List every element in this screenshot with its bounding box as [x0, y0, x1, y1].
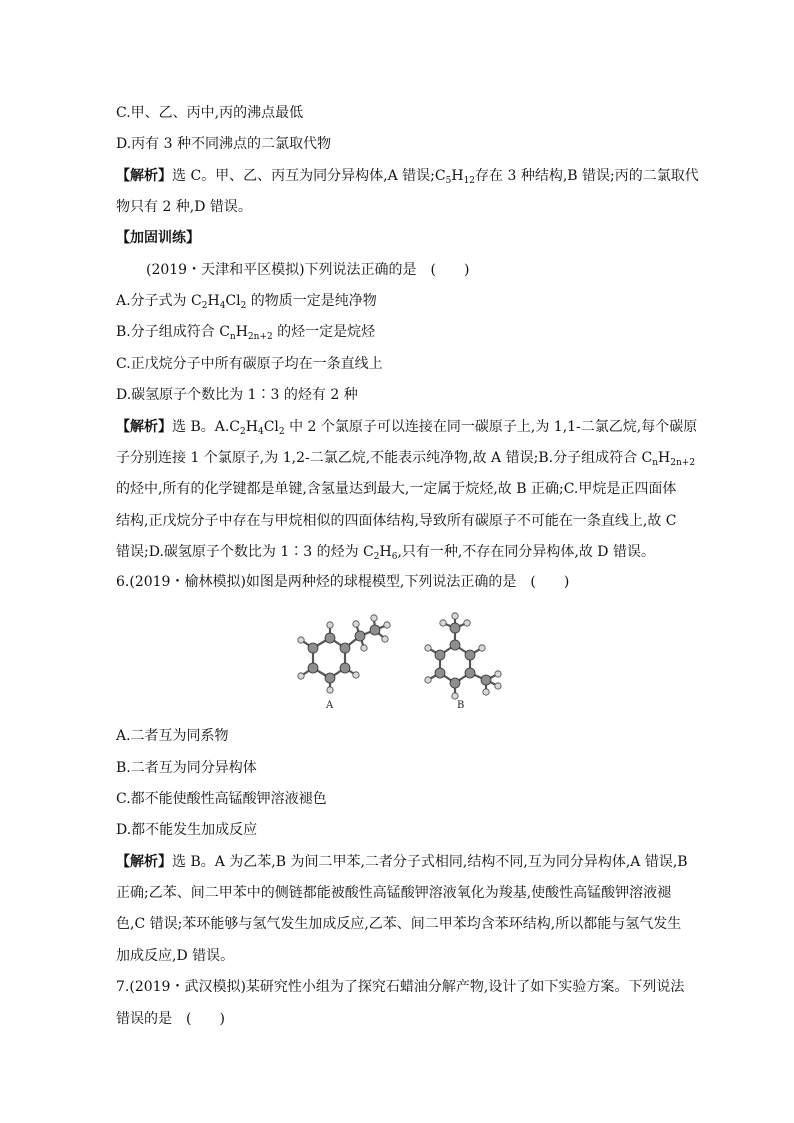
analysis-tag: 【解析】	[116, 168, 172, 184]
analysis-line: 物只有 2 种,D 错误。	[116, 199, 252, 215]
ball-stick-models-figure	[270, 608, 530, 716]
text: 选 B。A 为乙苯,B 为间二甲苯,二者分子式相同,结构不同,互为同分异构体,A 错误,B	[172, 854, 688, 870]
subscript: n	[652, 458, 659, 468]
subscript: 2n+2	[247, 332, 273, 342]
q6-option-b: B.二者互为同分异构体	[116, 760, 257, 776]
analysis-line: 正确;乙苯、间二甲苯中的侧链都能被酸性高锰酸钾溶液氧化为羧基,使酸性高锰酸钾溶液褪	[116, 885, 672, 901]
text: ,只有一种,不存在同分异构体,故 D 错误。	[397, 544, 655, 560]
text: H	[245, 419, 258, 435]
text: H	[451, 168, 464, 184]
option-a	[116, 291, 377, 311]
molecule-a-label: A	[326, 700, 334, 711]
question-stem: (2019・天津和平区模拟)下列说法正确的是 ( )	[146, 262, 470, 278]
subscript: 2	[373, 552, 380, 562]
analysis-tag: 【解析】	[116, 854, 172, 870]
option-c: C.正戊烷分子中所有碳原子均在一条直线上	[116, 356, 383, 372]
subscript: 2n+2	[670, 458, 696, 468]
subscript: 4	[219, 301, 226, 311]
text: Cl	[263, 419, 279, 435]
text: H	[379, 544, 392, 560]
text: H	[658, 450, 671, 466]
option-d: D.碳氢原子个数比为 1∶3 的烃有 2 种	[116, 387, 358, 403]
text: 子分别连接 1 个氯原子,为 1,2-二氯乙烷,不能表示纯净物,故 A 错误;B.分子组成符合 C	[116, 450, 653, 466]
analysis-line: 色,C 错误;苯环能够与氢气发生加成反应,乙苯、间二甲苯均含苯环结构,所以都能与氢气发生	[116, 916, 682, 932]
subscript: 5	[445, 176, 452, 186]
subscript: 2	[278, 427, 285, 437]
q6-option-c: C.都不能使酸性高锰酸钾溶液褪色	[116, 791, 327, 807]
text: 的烃一定是烷烃	[272, 324, 376, 340]
q6-option-d: D.都不能发生加成反应	[116, 822, 258, 838]
molecule-b-label: B	[457, 700, 465, 711]
analysis-line	[116, 852, 688, 872]
analysis-line: 的烃中,所有的化学键都是单键,含氢量达到最大,一定属于烷烃,故 B 正确;C.甲烷是正四面体	[116, 481, 677, 497]
subscript: 6	[391, 552, 398, 562]
text: A.分子式为 C	[116, 293, 202, 309]
subscript: 2	[240, 301, 247, 311]
subscript: 2	[240, 427, 246, 437]
text: H	[207, 293, 220, 309]
text: B.分子组成符合 C	[116, 324, 230, 340]
analysis-line	[116, 448, 695, 468]
line-option-c: C.甲、乙、丙中,丙的沸点最低	[116, 105, 304, 121]
text: 错误;D.碳氢原子个数比为 1∶3 的烃为 C	[116, 544, 374, 560]
text: 中 2 个氯原子可以连接在同一碳原子上,为 1,1-二氯乙烷,每个碳原	[284, 419, 698, 435]
question-7-stem: 7.(2019・武汉模拟)某研究性小组为了探究石蜡油分解产物,设计了如下实验方案。下列说法	[116, 979, 685, 995]
q6-option-a: A.二者互为同系物	[116, 728, 229, 744]
subscript: n	[229, 332, 236, 342]
option-b	[116, 322, 375, 342]
text: H	[235, 324, 248, 340]
question-7-stem-cont: 错误的是 ( )	[116, 1011, 225, 1027]
text: 选 B。A.C	[172, 419, 241, 435]
subscript: 12	[463, 176, 476, 186]
analysis-tag: 【解析】	[116, 419, 172, 435]
question-6-stem: 6.(2019・榆林模拟)如图是两种烃的球棍模型,下列说法正确的是 ( )	[116, 574, 570, 590]
analysis-line	[116, 417, 697, 437]
analysis-line	[116, 166, 699, 186]
text: Cl	[225, 293, 241, 309]
analysis-line: 加成反应,D 错误。	[116, 948, 235, 964]
analysis-line	[116, 542, 655, 562]
text: 选 C。甲、乙、丙互为同分异构体,A 错误;C	[172, 168, 446, 184]
reinforce-heading: 【加固训练】	[116, 230, 200, 246]
analysis-line: 结构,正戊烷分子中存在与甲烷相似的四面体结构,导致所有碳原子不可能在一条直线上,故 C	[116, 513, 677, 529]
text: 的物质一定是纯净物	[246, 293, 377, 309]
subscript: 2	[201, 301, 208, 311]
subscript: 4	[257, 427, 264, 437]
text: 存在 3 种结构,B 错误;丙的二氯取代	[475, 168, 699, 184]
line-option-d: D.丙有 3 种不同沸点的二氯取代物	[116, 136, 331, 152]
